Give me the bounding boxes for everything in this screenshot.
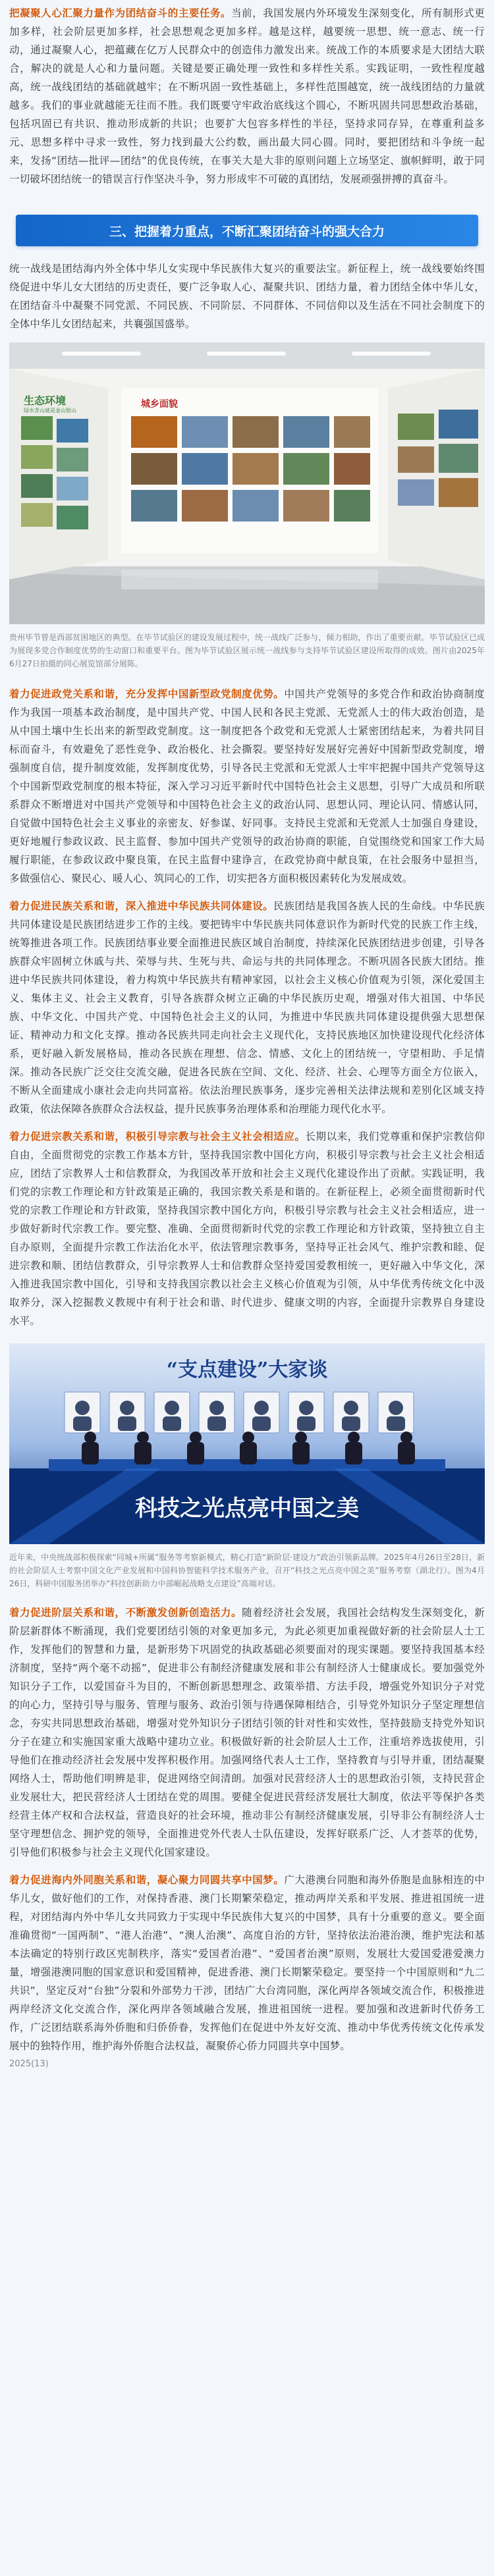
wall-title-left: 生态环境 bbox=[24, 394, 67, 407]
nation-highlight: 着力促进民族关系和谐，深入推进中华民族共同体建设。 bbox=[9, 900, 274, 912]
exhibition-photo bbox=[9, 342, 485, 624]
overseas-body: 广大港澳台同胞和海外侨胞是血脉相连的中华儿女，做好他们的工作，对保持香港、澳门长期繁荣稳定，推动两岸关系和平发展、推进祖国统一进程，对团结海内外中华儿女共同致力于实现中华民族伟大复兴的中国梦，具有十分重要的意义。要全面准确贯彻“一国两制”、“港人治港”、“澳人治澳”、高度自治的方针，坚持依法治港治澳，维护宪法和基本法确定的特别行政区宪制秩序，落实“爱国者治港”、“爱国者治澳”原则，发展壮大爱国爱港爱澳力量，增强港澳同胞的国家意识和爱国精神，促进香港、澳门长期繁荣稳定。要坚持一个中国原则和“九二共识”，坚定反对“台独”分裂和外部势力干涉，团结广大台湾同胞，深化两岸各领域交流合作，积极推进两岸经济文化交流合作，深化两岸各领域融合发展，推进祖国统一进程。要加强和改进新时代侨务工作，广泛团结联系海外侨胞和归侨侨眷，发挥他们在促进中外友好交流、推动中华优秀传统文化传承发展中的独特作用，维护海外侨胞合法权益，凝聚侨心侨力同圆共享中国梦。 bbox=[9, 1874, 485, 2052]
forum-caption: 近年来，中央统战部积极探索“同城+所属”服务等考察新模式，精心打造“新阶层·建设力”政治引领新品牌。2025年4月26日至28日，新的社会阶层人士考察中国文化产业发展和中国科协智能科学技术服务产业，召开“科技之光点亮中国之美”服务考察（湖北行）。图为4月26日，科研中国服务团举办“科技创新助力中部崛起战略支点建设”高端对话。 bbox=[9, 1553, 485, 1588]
religion-body: 长期以来，我们党尊重和保护宗教信仰自由，全面贯彻党的宗教工作基本方针，坚持我国宗教中国化方向，积极引导宗教与社会主义社会相适应，团结了宗教界人士和信教群众，为我国改革开放和社会主义现代化建设作出了贡献。实践证明，我们党的宗教工作理论和方针政策是正确的，我国宗教关系是和谐的。在新征程上，必须全面贯彻新时代党的宗教工作理论和方针政策，坚持我国宗教中国化方向，积极引导宗教与社会主义社会相适应，进一步做好新时代宗教工作。要完整、准确、全面贯彻新时代党的宗教工作理论和方针政策，坚持独立自主自办原则，全面提升宗教工作法治化水平，依法管理宗教事务，坚持导正社会风气、维护宗教和睦、促进宗教和顺、团结信教群众，引导宗教界人士和信教群众坚持爱国爱教相统一，更好融入中华文化，深入推进我国宗教中国化，引导和支持我国宗教以社会主义核心价值观为引领，从中华优秀传统文化中汲取养分，深入挖掘教义教规中有利于社会和谐、时代进步、健康文明的内容，全面提升宗教界自身建设水平。 bbox=[9, 1131, 485, 1327]
religion-paragraph bbox=[0, 1127, 494, 1330]
overseas-paragraph bbox=[0, 1871, 494, 2055]
exhibition-photo-wrap bbox=[0, 342, 494, 624]
religion-highlight: 着力促进宗教关系和谐，积极引导宗教与社会主义社会相适应。 bbox=[9, 1131, 306, 1142]
section-intro-paragraph: 统一战线是团结海内外全体中华儿女实现中华民族伟大复兴的重要法宝。新征程上，统一战线要始终围绕促进中华儿女大团结的历史责任，要广泛争取人心、凝聚共识、团结力量，着力团结全体中华儿女，在团结奋斗中凝聚不同党派、不同民族、不同阶层、不同群体、不同信仰以及生活在不同社会制度下的全体中华儿女团结起来，共襄强国盛举。 bbox=[9, 263, 485, 330]
exhibition-caption: 贵州毕节曾是西部贫困地区的典型。在毕节试验区的建设发展过程中，统一战线广泛参与，倾力相助，作出了重要贡献。毕节试验区已成为展现多党合作制度优势的生动窗口和重要平台。图为毕节试验区展示统一战线参与支持毕节试验区建设所取得的成效。图片由2025年6月27日拍摄的同心展览馆部分展陈。 bbox=[9, 633, 485, 668]
forum-photo-wrap bbox=[0, 1343, 494, 1544]
forum-banner-title: “支点建设”大家谈 bbox=[166, 1358, 328, 1382]
party-paragraph bbox=[0, 685, 494, 888]
class-paragraph bbox=[0, 1603, 494, 1862]
intro-highlight: 把凝聚人心汇聚力量作为团结奋斗的主要任务。 bbox=[9, 7, 232, 19]
section-banner bbox=[16, 215, 478, 246]
class-body: 随着经济社会发展，我国社会结构发生深刻变化，新阶层新群体不断涌现，我们党要团结引领的对象更加多元，为此必须更加重视做好新的社会阶层人士工作，发挥他们的智慧和力量，是新形势下巩固党的执政基础必须要面对的现实课题。要坚持我国基本经济制度，坚持“两个毫不动摇”，促进非公有制经济健康发展和非公有制经济人士健康成长。要加强党外知识分子工作，以爱国奋斗为目的，不断创新思想理念、政策举措、方法手段，增强党外知识分子对党的向心力，坚持引导与服务、管理与服务、政治引领与待遇保障相结合，引导党外知识分子坚定理想信念，夯实共同思想政治基础，增强对党外知识分子团结引领的针对性和实效性，坚持鼓励支持党外知识分子在建立和实施国家重大战略中建功立业。积极做好新的社会阶层人士工作，注重培养选拔使用，引导他们在推动经济社会发展中发挥积极作用。加强网络代表人士工作，坚持教育与引导并重，团结凝聚网络人士，帮助他们明辨是非，促进网络空间清朗。加强对民营经济人士的思想政治引领，支持民营企业发展壮大，把民营经济人士团结在党的周围。要健全促进民营经济发展壮大制度，依法平等保护各类经营主体产权和合法权益，营造良好的社会环境，推动非公有制经济健康发展，引导非公有制经济人士坚守理想信念、拥护党的领导，全面推进党外代表人士队伍建设，发挥好联系广泛、人才荟萃的优势，引导他们积极参与社会主义现代化国家建设。 bbox=[9, 1607, 485, 1858]
wall-subtitle-left: 绿水青山就是金山银山 bbox=[24, 408, 76, 414]
class-highlight: 着力促进阶层关系和谐，不断激发创新创造活力。 bbox=[9, 1607, 242, 1619]
intro-body: 当前，我国发展内外环境发生深刻变化，所有制形式更加多样，社会阶层更加多样，社会思想观念更加多样。越是这样，越要统一思想、统一意志、统一行动，通过凝聚人心，把蕴藏在亿万人民群众中的创造伟力激发出来。统战工作的本质要求是大团结大联合，解决的就是人心和力量问题。关键是要正确处理一致性和多样性关系。实践证明，一致性程度越高，统一战线团结的基础就越牢；在不断巩固一致性基础上，多样性范围越宽，统一战线团结的力量就越多。我们的事业就越能无往而不胜。我们既要守牢政治底线这个圆心，不断巩固共同思想政治基础，包括巩固已有共识、推动形成新的共识；也要扩大包容多样性的半径，坚持求同存异，在尊重利益多元、思想多样中寻求一致性，努力找到最大公约数，画出最大同心圆。同时，要把团结和斗争统一起来，发扬“团结—批评—团结”的优良传统，在事关大是大非的原则问题上立场坚定、旗帜鲜明，敢于同一切破坏团结统一的错误言行作坚决斗争，努力形成牢不可破的真团结，发展顽强拼搏的真奋斗。 bbox=[9, 7, 485, 185]
overseas-highlight: 着力促进海内外同胞关系和谐，凝心聚力同圆共享中国梦。 bbox=[9, 1874, 285, 1886]
nation-body: 民族团结是我国各族人民的生命线。中华民族共同体建设是民族团结进步工作的主线。要把铸牢中华民族共同体意识作为新时代党的民族工作主线，统筹推进各项工作。民族团结事业要全面推进民族区域自治制度，持续深化民族团结进步创建，引导各族群众牢固树立休戚与共、荣辱与共、生死与共、命运与共的共同体理念。不断巩固各民族大团结。推进中华民族共同体建设，着力构筑中华民族共有精神家园，以社会主义核心价值观为引领，深化爱国主义、集体主义、社会主义教育，引导各族群众树立正确的中华民族历史观，增强对伟大祖国、中华民族、中华文化、中国共产党、中国特色社会主义的认同，为推进中华民族共同体建设提供强大思想保证、精神动力和文化支撑。推动各民族共同走向社会主义现代化，支持民族地区加快建设现代化经济体系，更好融入新发展格局，推动各民族在理想、信念、情感、文化上的团结统一，守望相助、手足情深。推动各民族广泛交往交流交融，促进各民族在空间、文化、经济、社会、心理等方面全方位嵌入，不断从全面建成小康社会走向共同富裕。依法治理民族事务，逐步完善相关法律法规和差别化区域支持政策，依法保障各族群众合法权益，提升民族事务治理体系和治理能力现代化水平。 bbox=[9, 900, 485, 1115]
nation-paragraph bbox=[0, 897, 494, 1118]
forum-panel-title: 科技之光点亮中国之美 bbox=[135, 1495, 359, 1522]
wall-title-mid: 城乡面貌 bbox=[141, 399, 178, 410]
forum-illustration bbox=[9, 1343, 485, 1544]
intro-paragraph bbox=[0, 0, 494, 188]
forum-photo bbox=[9, 1343, 485, 1544]
party-body: 中国共产党领导的多党合作和政治协商制度作为我国一项基本政治制度，是中国共产党、中国人民和各民主党派、无党派人士的伟大政治创造，是从中国土壤中生长出来的新型政党制度。这一制度把各个政党和无党派人士紧密团结起来，为着共同目标而奋斗，有效避免了恶性竞争、政治极化、社会撕裂。要坚持好发展好完善好中国新型政党制度，增强制度自信，提升制度效能，发挥制度优势，引导各民主党派和无党派人士牢牢把握中国共产党领导这个中国新型政党制度的根本特征，深入学习习近平新时代中国特色社会主义思想，引导广大成员和所联系群众不断增进对中国共产党领导和中国特色社会主义的政治认同、思想认同、理论认同、情感认同，自觉做中国特色社会主义事业的亲密友、好参谋、好同事。支持民主党派和无党派人士加强自身建设，更好地履行参政议政、民主监督、参加中国共产党领导的政治协商的职能，自觉围绕党和国家工作大局履行职能，在参政议政中聚良策，在民主监督中建诤言，在政党协商中献良策，在社会服务中显担当，多做强信心、聚民心、暖人心、筑同心的工作，切实把各方面积极因素转化为发展成效。 bbox=[9, 688, 485, 884]
section-banner-title: 三、把握着力重点，不断汇聚团结奋斗的强大合力 bbox=[109, 224, 385, 239]
exhibition-illustration bbox=[9, 342, 485, 624]
source-issue: 2025(13) bbox=[9, 2059, 49, 2069]
party-highlight: 着力促进政党关系和谐，充分发挥中国新型政党制度优势。 bbox=[9, 688, 285, 700]
